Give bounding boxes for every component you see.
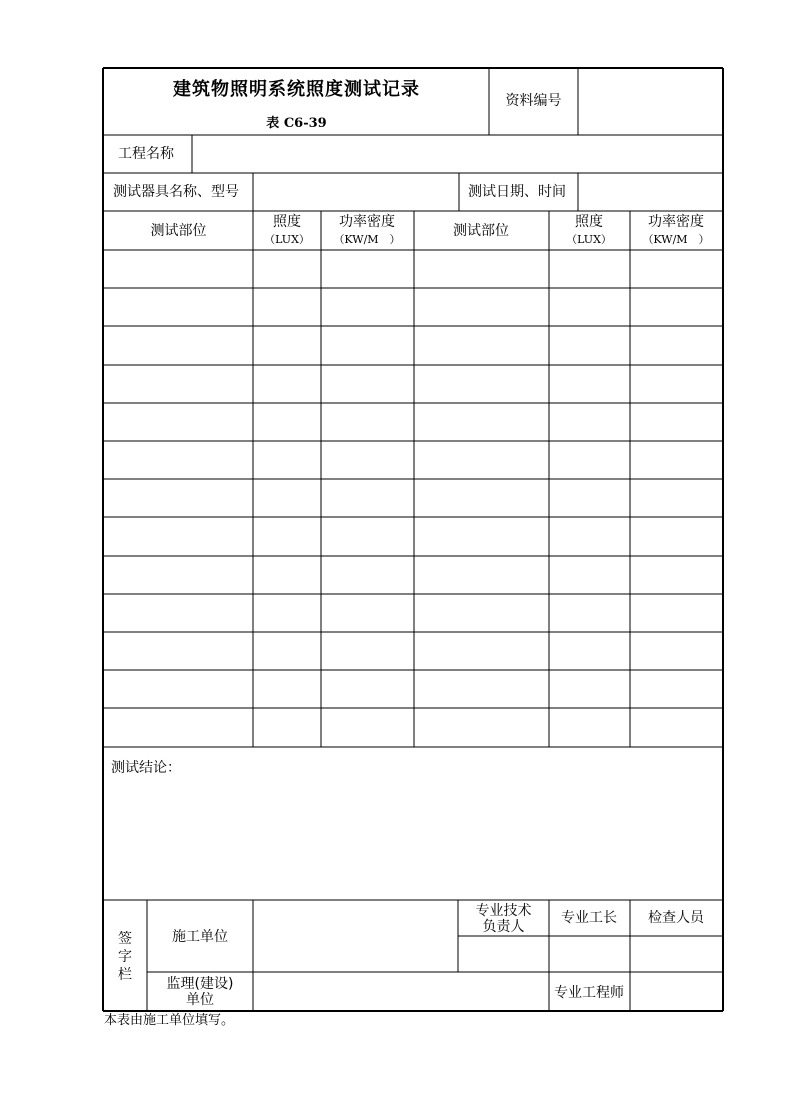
cell-power-density-left[interactable] bbox=[322, 251, 413, 287]
cell-location-left[interactable] bbox=[104, 480, 252, 516]
cell-illuminance-left[interactable] bbox=[254, 595, 320, 631]
cell-location-left[interactable] bbox=[104, 404, 252, 440]
cell-location-right[interactable] bbox=[415, 404, 548, 440]
cell-illuminance-left[interactable] bbox=[254, 557, 320, 593]
cell-power-density-right[interactable] bbox=[631, 671, 722, 707]
cell-illuminance-right[interactable] bbox=[550, 404, 629, 440]
cell-location-right[interactable] bbox=[415, 366, 548, 402]
cell-location-left[interactable] bbox=[104, 442, 252, 478]
col-header-location-left: 测试部位 bbox=[150, 223, 207, 239]
project-name-field[interactable] bbox=[192, 135, 722, 173]
cell-location-right[interactable] bbox=[415, 671, 548, 707]
cell-location-left[interactable] bbox=[104, 327, 252, 364]
signature-section-label: 签字栏 bbox=[118, 931, 132, 983]
cell-illuminance-left[interactable] bbox=[254, 633, 320, 669]
cell-location-left[interactable] bbox=[104, 251, 252, 287]
form-number: 表 C6-39 bbox=[266, 116, 327, 131]
cell-location-right[interactable] bbox=[415, 595, 548, 631]
cell-illuminance-left[interactable] bbox=[254, 480, 320, 516]
cell-power-density-left[interactable] bbox=[322, 480, 413, 516]
cell-location-left[interactable] bbox=[104, 366, 252, 402]
project-name-label: 工程名称 bbox=[118, 146, 174, 162]
cell-power-density-right[interactable] bbox=[631, 633, 722, 669]
cell-power-density-left[interactable] bbox=[322, 633, 413, 669]
tech-lead-label-line2: 负责人 bbox=[482, 919, 525, 935]
supervision-unit-label-line2: 单位 bbox=[186, 992, 214, 1008]
cell-illuminance-right[interactable] bbox=[550, 557, 629, 593]
cell-illuminance-left[interactable] bbox=[254, 327, 320, 364]
cell-power-density-right[interactable] bbox=[631, 595, 722, 631]
cell-location-right[interactable] bbox=[415, 480, 548, 516]
col-header-illuminance-unit-right: （LUX） bbox=[566, 233, 612, 246]
col-header-power-density-left: 功率密度 bbox=[339, 214, 395, 230]
cell-illuminance-right[interactable] bbox=[550, 442, 629, 478]
cell-illuminance-right[interactable] bbox=[550, 480, 629, 516]
cell-power-density-right[interactable] bbox=[631, 518, 722, 555]
col-header-illuminance-right: 照度 bbox=[575, 214, 603, 230]
cell-location-right[interactable] bbox=[415, 327, 548, 364]
cell-power-density-right[interactable] bbox=[631, 404, 722, 440]
col-header-illuminance-left: 照度 bbox=[273, 214, 301, 230]
data-number-field[interactable] bbox=[579, 69, 722, 134]
supervision-unit-field[interactable] bbox=[254, 973, 548, 1010]
test-datetime-field[interactable] bbox=[579, 173, 722, 211]
cell-location-left[interactable] bbox=[104, 671, 252, 707]
conclusion-label: 测试结论： bbox=[111, 760, 181, 776]
cell-location-left[interactable] bbox=[104, 557, 252, 593]
cell-location-left[interactable] bbox=[104, 289, 252, 325]
footer-note: 本表由施工单位填写。 bbox=[104, 1013, 235, 1028]
cell-power-density-right[interactable] bbox=[631, 480, 722, 516]
cell-power-density-left[interactable] bbox=[322, 557, 413, 593]
col-header-power-density-unit-left: （KW/M ） bbox=[333, 233, 401, 246]
cell-illuminance-right[interactable] bbox=[550, 633, 629, 669]
cell-illuminance-right[interactable] bbox=[550, 709, 629, 746]
tech-lead-signature-field[interactable] bbox=[459, 937, 548, 972]
cell-power-density-left[interactable] bbox=[322, 671, 413, 707]
cell-illuminance-left[interactable] bbox=[254, 251, 320, 287]
cell-location-right[interactable] bbox=[415, 251, 548, 287]
instrument-field[interactable] bbox=[254, 173, 459, 211]
cell-location-right[interactable] bbox=[415, 518, 548, 555]
cell-illuminance-left[interactable] bbox=[254, 518, 320, 555]
test-datetime-label: 测试日期、时间 bbox=[468, 184, 566, 200]
cell-location-right[interactable] bbox=[415, 709, 548, 746]
cell-power-density-left[interactable] bbox=[322, 404, 413, 440]
cell-power-density-right[interactable] bbox=[631, 709, 722, 746]
cell-location-left[interactable] bbox=[104, 595, 252, 631]
cell-power-density-left[interactable] bbox=[322, 366, 413, 402]
foreman-label: 专业工长 bbox=[561, 910, 617, 926]
cell-illuminance-right[interactable] bbox=[550, 671, 629, 707]
cell-location-right[interactable] bbox=[415, 289, 548, 325]
cell-illuminance-right[interactable] bbox=[550, 289, 629, 325]
cell-illuminance-left[interactable] bbox=[254, 709, 320, 746]
supervision-unit-label-line1: 监理(建设) bbox=[166, 976, 234, 992]
cell-illuminance-right[interactable] bbox=[550, 595, 629, 631]
cell-power-density-right[interactable] bbox=[631, 557, 722, 593]
col-header-power-density-right: 功率密度 bbox=[648, 214, 704, 230]
cell-location-right[interactable] bbox=[415, 557, 548, 593]
cell-power-density-right[interactable] bbox=[631, 327, 722, 364]
cell-location-left[interactable] bbox=[104, 709, 252, 746]
cell-power-density-left[interactable] bbox=[322, 442, 413, 478]
cell-power-density-right[interactable] bbox=[631, 289, 722, 325]
col-header-illuminance-unit-left: （LUX） bbox=[264, 233, 310, 246]
inspector-signature-field[interactable] bbox=[630, 937, 722, 972]
cell-illuminance-left[interactable] bbox=[254, 366, 320, 402]
cell-location-left[interactable] bbox=[104, 633, 252, 669]
inspector-label: 检查人员 bbox=[648, 910, 704, 926]
col-header-location-right: 测试部位 bbox=[453, 223, 509, 239]
cell-power-density-left[interactable] bbox=[322, 327, 413, 364]
col-header-power-density-unit-right: （KW/M ） bbox=[642, 233, 710, 246]
engineer-signature-field[interactable] bbox=[630, 973, 722, 1010]
cell-illuminance-left[interactable] bbox=[254, 289, 320, 325]
data-number-label: 资料编号 bbox=[505, 93, 562, 109]
conclusion-field[interactable] bbox=[104, 780, 722, 898]
cell-illuminance-right[interactable] bbox=[550, 366, 629, 402]
cell-illuminance-right[interactable] bbox=[550, 251, 629, 287]
construction-unit-field[interactable] bbox=[254, 901, 458, 972]
construction-unit-label: 施工单位 bbox=[172, 929, 228, 945]
cell-power-density-left[interactable] bbox=[322, 709, 413, 746]
cell-illuminance-left[interactable] bbox=[254, 442, 320, 478]
cell-illuminance-right[interactable] bbox=[550, 327, 629, 364]
cell-power-density-right[interactable] bbox=[631, 251, 722, 287]
cell-illuminance-right[interactable] bbox=[550, 518, 629, 555]
cell-illuminance-left[interactable] bbox=[254, 404, 320, 440]
cell-power-density-left[interactable] bbox=[322, 289, 413, 325]
cell-location-right[interactable] bbox=[415, 633, 548, 669]
cell-power-density-left[interactable] bbox=[322, 518, 413, 555]
foreman-signature-field[interactable] bbox=[549, 937, 629, 972]
tech-lead-label-line1: 专业技术 bbox=[475, 903, 532, 919]
cell-location-left[interactable] bbox=[104, 518, 252, 555]
cell-power-density-right[interactable] bbox=[631, 366, 722, 402]
cell-location-right[interactable] bbox=[415, 442, 548, 478]
instrument-label: 测试器具名称、型号 bbox=[113, 184, 239, 200]
engineer-label: 专业工程师 bbox=[554, 985, 624, 1001]
form-title: 建筑物照明系统照度测试记录 bbox=[173, 79, 420, 100]
cell-illuminance-left[interactable] bbox=[254, 671, 320, 707]
cell-power-density-right[interactable] bbox=[631, 442, 722, 478]
cell-power-density-left[interactable] bbox=[322, 595, 413, 631]
